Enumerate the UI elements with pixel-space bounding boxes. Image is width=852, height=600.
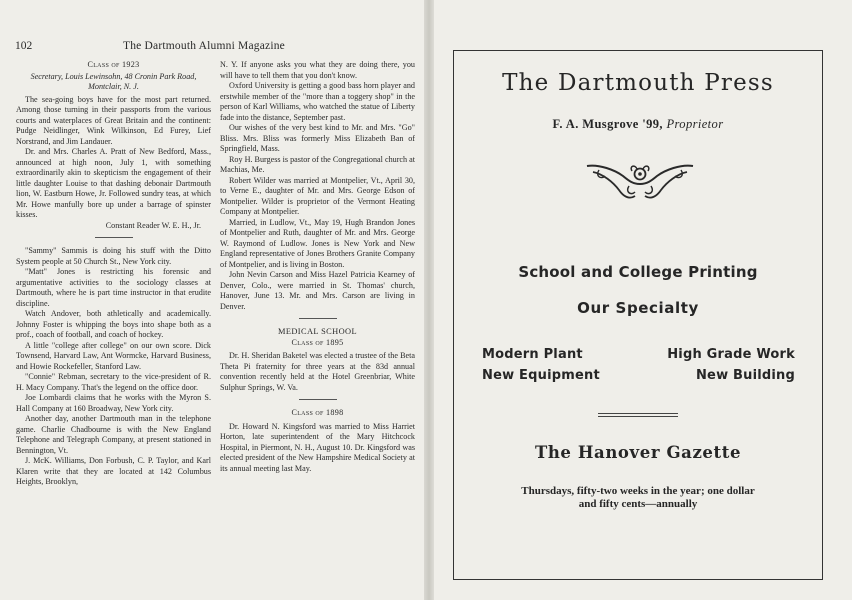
- news-paragraph: Dr. and Mrs. Charles A. Pratt of New Bedford, Mass., announced at high noon, July 1, with something extraordinarily akin to skepticism the engagement of their little daughter Louise to that dashing debonair Dartmouth lion, W. Eastburn Howe, Jr. Followed sundry teas, at which Mr. Howe manfully bore up under a barrage of spinster kisses.: [16, 147, 211, 219]
- divider-rule: [598, 416, 678, 417]
- news-paragraph: John Nevin Carson and Miss Hazel Patricia Kearney of Denver, Colo., were married in St. Thomas' church, Hanover, June 13. Mr. and Mrs. Carson are living in Denver.: [220, 270, 415, 311]
- news-paragraph: A little "college after college" on our own score. Dick Townsend, Harvard Law, Ant Wormcke, Harvard Business, and Howie Rockefeller, Stanford Law.: [16, 340, 211, 371]
- magazine-title: The Dartmouth Alumni Magazine: [123, 40, 285, 52]
- signature-line: Constant Reader W. E. H., Jr.: [105, 220, 201, 230]
- divider-rule: [598, 413, 678, 414]
- gazette-terms: [473, 485, 803, 511]
- floral-ornament-icon: [585, 162, 695, 204]
- class-heading: Class of 1895: [291, 337, 344, 347]
- news-paragraph: "Connie" Rebman, secretary to the vice-president of R. H. Macy Company. That's the legend on the office door.: [16, 372, 211, 392]
- news-paragraph: Dr. H. Sheridan Baketel was elected a trustee of the Beta Theta Pi fraternity for three years at the 83d annual convention recently held at the Hotel Greenbriar, White Sulphur Springs, W. Va.: [220, 351, 415, 392]
- gazette-title: The Hanover Gazette: [534, 443, 742, 462]
- text-column-1: [16, 60, 211, 488]
- section-rule: [299, 318, 337, 319]
- news-paragraph: Robert Wilder was married at Montpelier, Vt., April 30, to Verne E., daughter of Mr. and Mrs. George Edson of Montpelier. Wilder is proprietor of the Vermont Heating Company at Montpelier.: [220, 175, 415, 216]
- specialty-line-1: School and College Printing: [518, 263, 758, 281]
- news-paragraph: Another day, another Dartmouth man in the telephone game. Charlie Chadbourne is with the New England Telephone and Telegraph Company, at present stationed in Bennington, Vt.: [16, 414, 211, 455]
- news-paragraph: Married, in Ludlow, Vt., May 19, Hugh Brandon Jones of Montpelier and Ruth, daughter of Mr. and Mrs. George W. Raymond of Ludlow. Jones is New York and New England representative of Jones Brothers Granite Company of Montpelier, and is living in Boston.: [220, 217, 415, 269]
- section-rule: [95, 237, 133, 238]
- section-rule: [299, 399, 337, 400]
- page-number: 102: [15, 40, 33, 52]
- class-heading: Class of 1923: [87, 60, 140, 69]
- proprietor-name: F. A. Musgrove '99,: [552, 117, 663, 131]
- feature-item: New Equipment: [482, 368, 600, 383]
- news-paragraph: "Matt" Jones is restricting his forensic and argumentative activities to the sociology classes at Dartmouth, where he is part time instructor in that erudite discipline.: [16, 267, 211, 308]
- section-heading: MEDICAL SCHOOL: [277, 327, 358, 336]
- news-paragraph: J. McK. Williams, Don Forbush, C. P. Taylor, and Karl Klaren write that they are located at 142 Columbus Heights, Brooklyn,: [16, 456, 211, 486]
- news-paragraph: N. Y. If anyone asks you what they are doing there, you will have to tell them that you don't know.: [220, 60, 415, 80]
- gazette-terms-line: and fifty cents—annually: [578, 498, 698, 510]
- news-paragraph: The sea-going boys have for the most part returned. Among those turning in their passports from the various courts and waterplaces of Great Britain and the continent: Pudge Neidlinger, Wink Wilkinson, Ed Furey, Lief Norstrand, and Jim Landauer.: [16, 94, 211, 146]
- text-column-2: [220, 60, 415, 474]
- proprietor-line: [453, 117, 823, 132]
- news-paragraph: Joe Lombardi claims that he works with the Myron S. Hall Company at 160 Broadway, New York city.: [16, 393, 211, 413]
- news-paragraph: Dr. Howard N. Kingsford was married to Miss Harriet Horton, late superintendent of the Mary Hitchcock Hospital, in Piermont, N. H., August 10. Dr. Kingsford was elected president of the New Hampshire Medical Society at its annual meeting last May.: [220, 421, 415, 473]
- feature-item: High Grade Work: [667, 347, 795, 362]
- class-heading: Class of 1898: [291, 408, 344, 417]
- feature-item: New Building: [695, 368, 795, 383]
- news-paragraph: Watch Andover, both athletically and academically. Johnny Foster is whipping the boys into shape both as a prof., coach of football, and coach of hockey.: [16, 309, 211, 339]
- gazette-terms-line: Thursdays, fifty-two weeks in the year; one dollar: [521, 485, 755, 497]
- specialty-line-2: Our Specialty: [577, 299, 699, 317]
- secretary-line: Secretary, Louis Lewinsohn, 48 Cronin Park Road, Montclair, N. J.: [30, 71, 197, 91]
- dartmouth-press-advertisement: [453, 50, 823, 580]
- features-right: [667, 344, 795, 386]
- news-paragraph: Roy H. Burgess is pastor of the Congregational church at Machias, Me.: [220, 154, 415, 174]
- proprietor-role: Proprietor: [666, 117, 724, 131]
- features-left: [482, 344, 600, 386]
- news-paragraph: Oxford University is getting a good bass horn player and erstwhile member of the "more than a toggery shop" in the person of Karl Williams, who watched the statue of Liberty fade into the distance, September past.: [220, 81, 415, 122]
- feature-item: Modern Plant: [482, 347, 583, 362]
- press-title: The Dartmouth Press: [502, 70, 774, 96]
- news-paragraph: Our wishes of the very best kind to Mr. and Mrs. "Go" Bliss. Mrs. Bliss was formerly Miss Elizabeth Ban of Springfield, Mass.: [220, 123, 415, 153]
- book-gutter: [424, 0, 434, 600]
- left-page: [0, 0, 424, 600]
- news-paragraph: "Sammy" Sammis is doing his stuff with the Ditto System people at 50 Church St., New York city.: [16, 246, 211, 266]
- running-head: [15, 39, 415, 53]
